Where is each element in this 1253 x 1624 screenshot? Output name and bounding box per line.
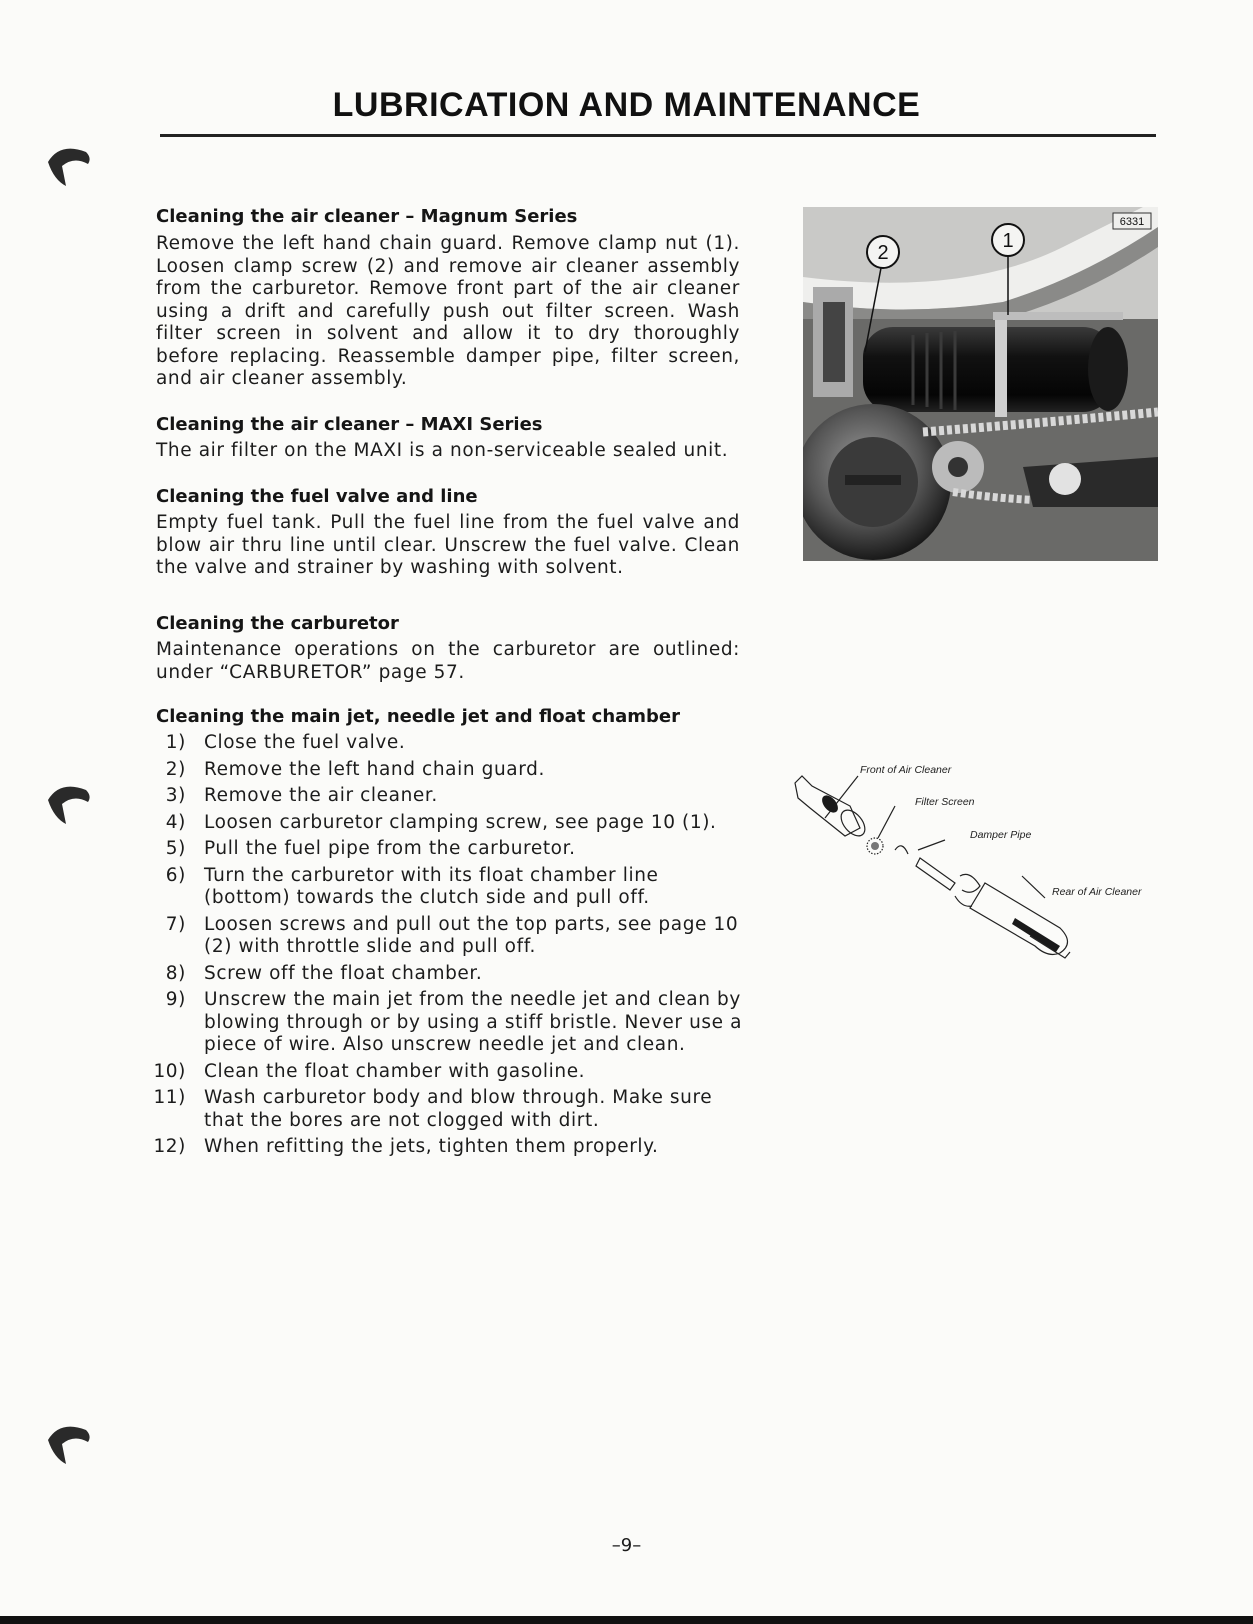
step-text: When refitting the jets, tighten them properly. xyxy=(204,1136,659,1157)
heading-air-cleaner-magnum: Cleaning the air cleaner – Magnum Series xyxy=(156,206,578,227)
page-title: LUBRICATION AND MAINTENANCE xyxy=(332,86,921,124)
list-item xyxy=(150,838,744,861)
scan-bottom-edge xyxy=(0,1616,1253,1624)
callout-2-label: 2 xyxy=(877,242,889,264)
heading-carburetor: Cleaning the carburetor xyxy=(156,613,399,634)
step-text: Pull the fuel pipe from the carburetor. xyxy=(204,838,576,859)
step-number: 1) xyxy=(165,732,186,753)
air-cleaner-photo xyxy=(803,207,1158,561)
binder-punch-hole-bottom xyxy=(40,1418,98,1480)
step-number: 10) xyxy=(153,1060,186,1082)
label-damper-pipe: Damper Pipe xyxy=(970,829,1032,841)
list-item xyxy=(150,785,744,808)
heading-main-jet: Cleaning the main jet, needle jet and float chamber xyxy=(156,706,681,727)
list-item xyxy=(150,1136,744,1159)
step-number: 4) xyxy=(165,811,186,833)
step-text: Unscrew the main jet from the needle jet and clean by blowing through or by using a stiff bristle. Never use a piece of wire. Also unscrew needle jet and clean. xyxy=(204,989,743,1055)
step-text: Loosen carburetor clamping screw, see page 10 (1). xyxy=(204,811,717,833)
air-cleaner-exploded-diagram xyxy=(790,758,1170,983)
main-jet-steps-list xyxy=(150,732,744,1163)
list-item xyxy=(150,963,744,986)
binder-punch-hole-middle xyxy=(40,778,98,840)
binder-punch-hole-top xyxy=(40,140,98,202)
step-number: 3) xyxy=(165,785,186,806)
step-number: 9) xyxy=(165,989,186,1010)
step-number: 12) xyxy=(153,1136,186,1157)
label-front-of-air-cleaner: Front of Air Cleaner xyxy=(860,764,952,776)
step-text: Clean the float chamber with gasoline. xyxy=(204,1060,586,1082)
step-number: 5) xyxy=(165,838,186,859)
list-item xyxy=(150,989,744,1057)
step-text: Close the fuel valve. xyxy=(204,732,406,753)
list-item xyxy=(150,865,744,910)
step-text: Remove the air cleaner. xyxy=(204,785,438,806)
paragraph-carburetor: Maintenance operations on the carburetor are outlined: under “CARBURETOR” page 57. xyxy=(156,639,740,683)
list-item xyxy=(150,759,744,782)
list-item xyxy=(150,914,744,959)
heading-air-cleaner-maxi: Cleaning the air cleaner – MAXI Series xyxy=(156,414,543,435)
paragraph-fuel-valve: Empty fuel tank. Pull the fuel line from the fuel valve and blow air thru line until clear. Unscrew the fuel valve. Clean the valve and strainer by washing with solvent. xyxy=(156,512,740,578)
step-text: Remove the left hand chain guard. xyxy=(204,758,545,780)
step-text: Screw off the float chamber. xyxy=(204,962,483,984)
list-item xyxy=(150,812,744,835)
step-text: Wash carburetor body and blow through. Make sure that the bores are not clogged with dirt. xyxy=(204,1087,713,1131)
title-divider xyxy=(160,134,1156,137)
label-filter-screen: Filter Screen xyxy=(915,796,975,808)
step-number: 6) xyxy=(165,864,186,886)
label-rear-of-air-cleaner: Rear of Air Cleaner xyxy=(1052,886,1142,898)
step-number: 2) xyxy=(165,758,186,780)
paragraph-air-cleaner-maxi: The air filter on the MAXI is a non-serviceable sealed unit. xyxy=(156,440,729,461)
step-text: Turn the carburetor with its float chamber line (bottom) towards the clutch side and pull off. xyxy=(204,864,659,908)
photo-reference-number: 6331 xyxy=(1119,216,1145,228)
list-item xyxy=(150,732,744,755)
list-item xyxy=(150,1061,744,1084)
step-number: 11) xyxy=(153,1087,186,1108)
step-number: 7) xyxy=(165,913,186,935)
step-text: Loosen screws and pull out the top parts, see page 10 (2) with throttle slide and pull off. xyxy=(204,913,739,957)
heading-fuel-valve: Cleaning the fuel valve and line xyxy=(156,486,478,507)
list-item xyxy=(150,1087,744,1132)
paragraph-air-cleaner-magnum: Remove the left hand chain guard. Remove clamp nut (1). Loosen clamp screw (2) and remove air cleaner assembly from the carburetor. Remove front part of the air cleaner using a drift and carefully push out filter screen. Wash filter screen in solvent and allow it to dry thoroughly before replacing. Reassemble damper pipe, filter screen, and air cleaner assembly. xyxy=(156,233,740,389)
page-number: –9– xyxy=(611,1535,642,1556)
callout-1-label: 1 xyxy=(1002,230,1014,252)
step-number: 8) xyxy=(165,962,186,984)
